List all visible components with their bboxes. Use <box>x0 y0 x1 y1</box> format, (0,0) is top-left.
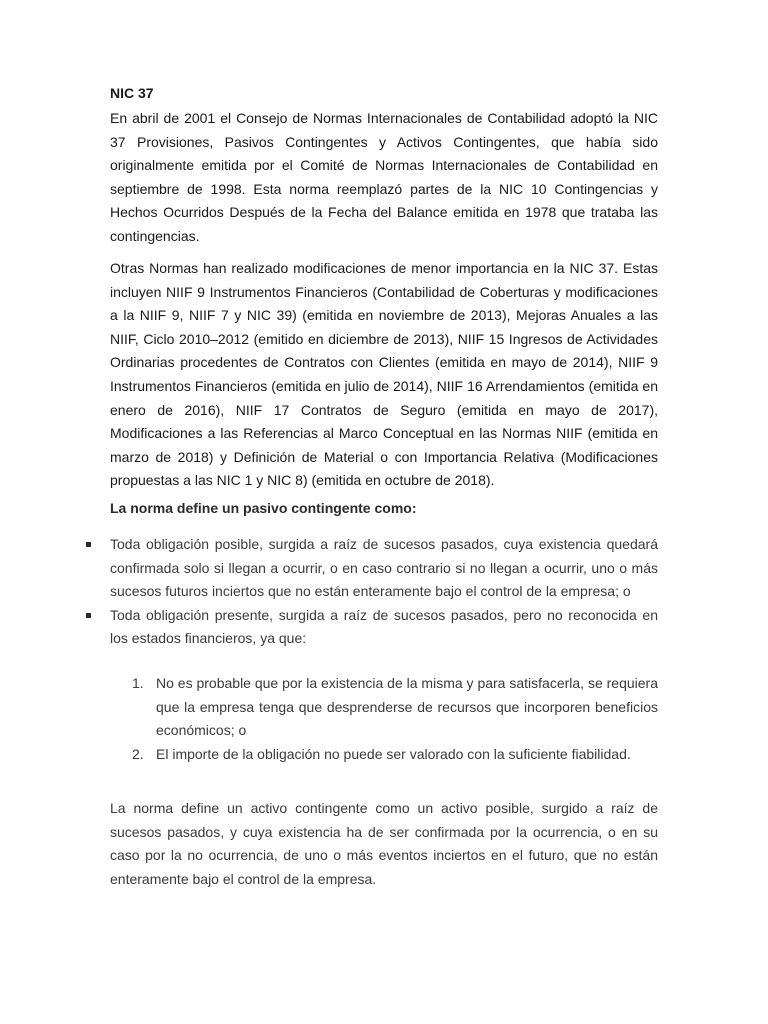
contingent-liability-heading: La norma define un pasivo contingente como: <box>110 500 417 516</box>
list-item-text: El importe de la obligación no puede ser valorado con la suficiente fiabilidad. <box>156 745 631 762</box>
paragraph-adoption: En abril de 2001 el Consejo de Normas Internacionales de Contabilidad adoptó la NIC 37 Provisiones, Pasivos Contingentes y Activos Contingentes, que había sido originalmente emitida por el Comité de Normas Internacionales de Contabilidad en septiembre de 1998. Esta norma reemplazó partes de la NIC 10 Contingencias y Hechos Ocurridos Después de la Fecha del Balance emitida en 1978 que trataba las contingencias. <box>110 110 658 244</box>
list-item <box>0 533 768 604</box>
document-title: NIC 37 <box>110 85 154 101</box>
list-item <box>0 604 768 651</box>
paragraph-contingent-asset: La norma define un activo contingente como un activo posible, surgido a raíz de sucesos pasados, y cuya existencia ha de ser confirmada por la ocurrencia, o en su caso por la no ocurrencia, de uno o más eventos inciertos en el futuro, que no están enteramente bajo el control de la empresa. <box>110 800 658 887</box>
list-item <box>0 672 768 743</box>
list-number: 2. <box>132 745 144 762</box>
list-number: 1. <box>132 675 144 691</box>
square-bullet-icon <box>86 613 91 618</box>
list-item-text: No es probable que por la existencia de la misma y para satisfacerla, se requiera que la empresa tenga que desprenderse de recursos que incorporen beneficios económicos; o <box>156 675 658 739</box>
square-bullet-icon <box>86 542 91 547</box>
list-item <box>0 743 768 767</box>
paragraph-amendments: Otras Normas han realizado modificaciones de menor importancia en la NIC 37. Estas incluyen NIIF 9 Instrumentos Financieros (Contabilidad de Coberturas y modificaciones a la NIIF 9, NIIF 7 y NIC 39) (emitida en noviembre de 2013), Mejoras Anuales a las NIIF, Ciclo 2010–2012 (emitido en diciembre de 2013), NIIF 15 Ingresos de Actividades Ordinarias procedentes de Contratos con Clientes (emitida en mayo de 2014), NIIF 9 Instrumentos Financieros (emitida en julio de 2014), NIIF 16 Arrendamientos (emitida en enero de 2016), NIIF 17 Contratos de Seguro (emitida en mayo de 2017), Modificaciones a las Referencias al Marco Conceptual en las Normas NIIF (emitida en marzo de 2018) y Definición de Material o con Importancia Relativa (Modificaciones propuestas a las NIC 1 y NIC 8) (emitida en octubre de 2018). <box>110 260 658 489</box>
conditions-list <box>0 672 768 766</box>
list-item-text: Toda obligación posible, surgida a raíz de sucesos pasados, cuya existencia quedará confirmada solo si llegan a ocurrir, o en caso contrario si no llegan a ocurrir, uno o más sucesos futuros inciertos que no están enteramente bajo el control de la empresa; o <box>110 536 658 600</box>
list-item-text: Toda obligación presente, surgida a raíz de sucesos pasados, pero no reconocida en los estados financieros, ya que: <box>110 606 658 647</box>
contingent-liability-list <box>0 533 768 651</box>
